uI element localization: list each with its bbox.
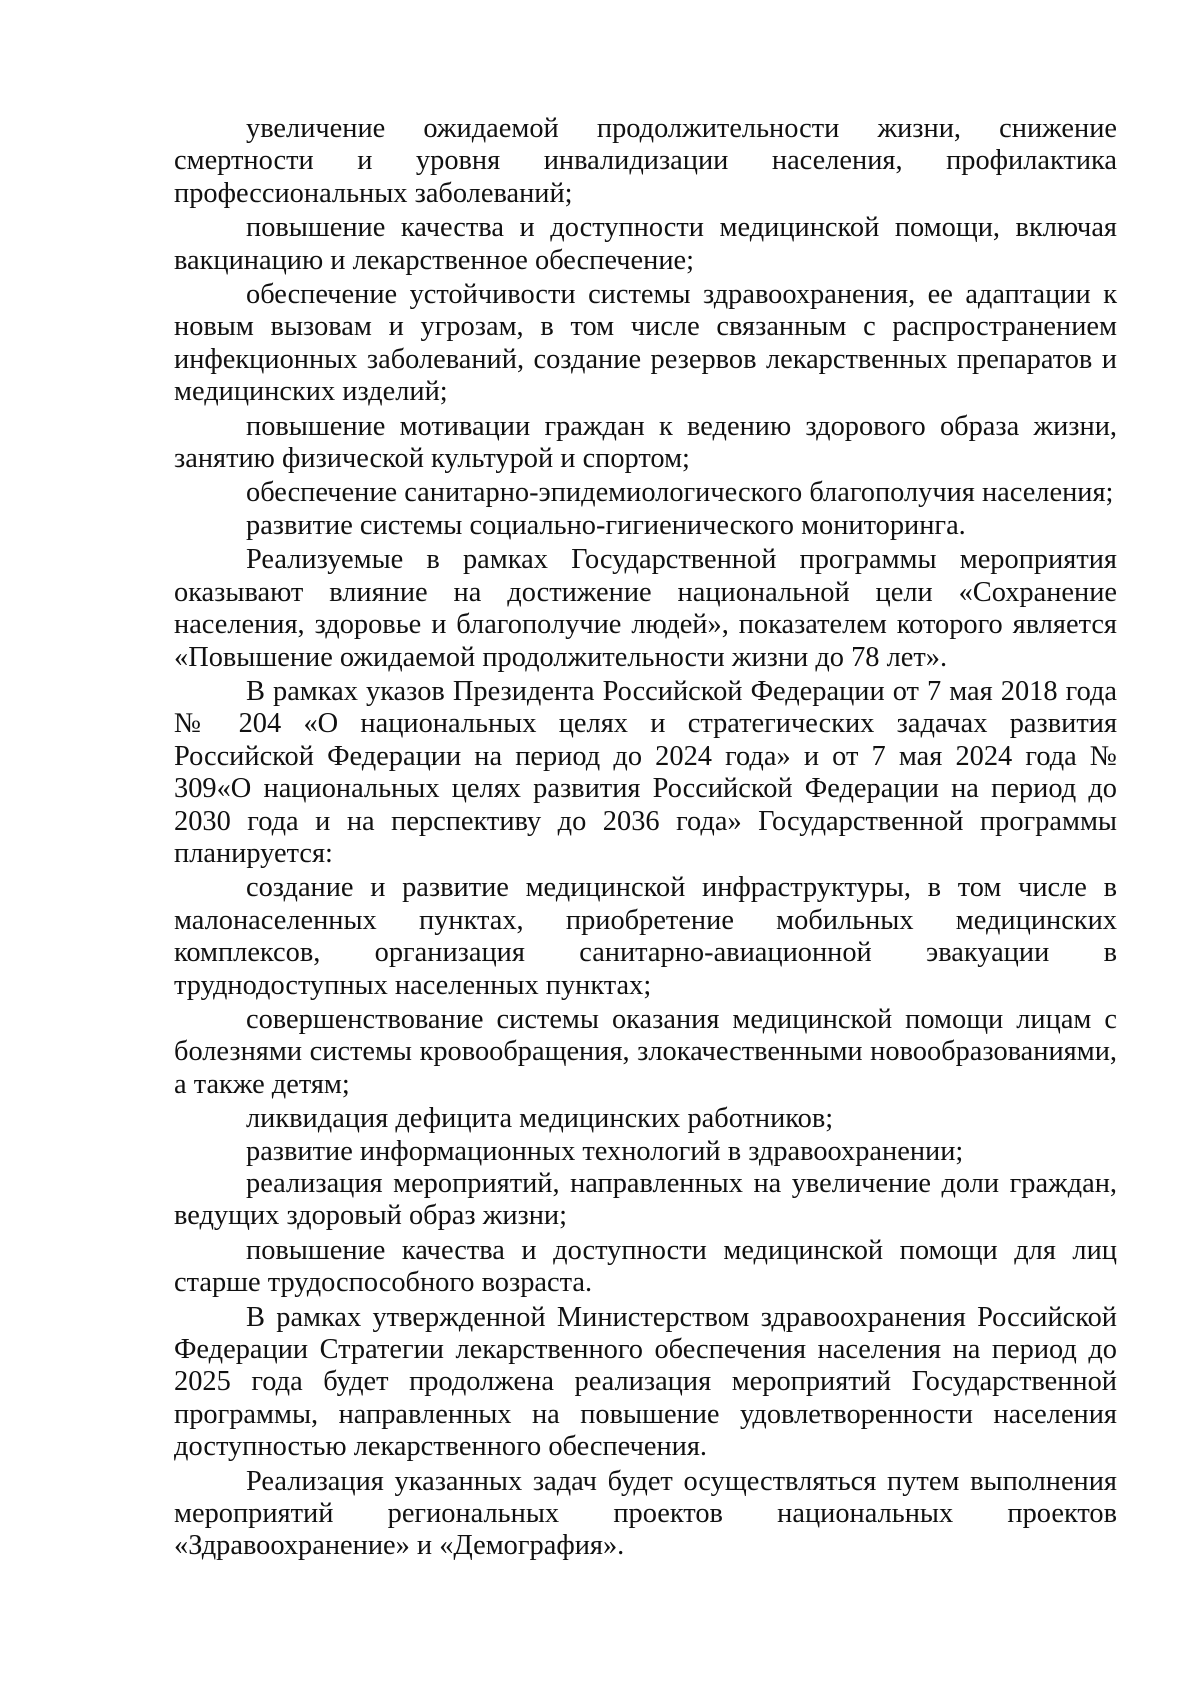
paragraph-drug-strategy: В рамках утвержденной Министерством здравоохранения Российской Федерации Стратегии лекарственного обеспечения населения на период до 2025 года будет продолжена реализация мероприятий Государственной программы, направленных на повышение удовлетворенности населения доступностью лекарственного обеспечения. [174, 1301, 1117, 1463]
paragraph-care-improvement: совершенствование системы оказания медицинской помощи лицам с болезнями системы кровообращения, злокачественными новообразованиями, а также детям; [174, 1003, 1117, 1100]
paragraph-life-expectancy: увеличение ожидаемой продолжительности жизни, снижение смертности и уровня инвалидизации населения, профилактика профессиональных заболеваний; [174, 113, 1117, 209]
paragraph-staff-deficit: ликвидация дефицита медицинских работников; [246, 1103, 834, 1135]
paragraph-healthy-lifestyle: повышение мотивации граждан к ведению здорового образа жизни, занятию физической культурой и спортом; [174, 410, 1117, 475]
paragraph-hygiene-monitoring: развитие системы социально-гигиенического мониторинга. [246, 509, 966, 541]
paragraph-quality-access: повышение качества и доступности медицинской помощи, включая вакцинацию и лекарственное обеспечение; [174, 212, 1117, 276]
paragraph-national-projects: Реализация указанных задач будет осуществляться путем выполнения мероприятий региональных проектов национальных проектов «Здравоохранение» и «Демография». [174, 1465, 1117, 1562]
document-page [174, 113, 1117, 1563]
paragraph-system-resilience: обеспечение устойчивости системы здравоохранения, ее адаптации к новым вызовам и угрозам, в том числе связанным с распространением инфекционных заболеваний, создание резервов лекарственных препаратов и медицинских изделий; [174, 279, 1117, 408]
paragraph-presidential-decrees: В рамках указов Президента Российской Федерации от 7 мая 2018 года № 204 «О национальных целях и стратегических задачах развития Российской Федерации на период до 2024 года» и от 7 мая 2024 года № 309«О национальных целях развития Российской Федерации на период до 2030 года и на перспективу до 2036 года» Государственной программы планируется: [174, 675, 1117, 869]
paragraph-it-development: развитие информационных технологий в здравоохранении; [246, 1135, 964, 1167]
paragraph-sanitary-wellbeing: обеспечение санитарно-эпидемиологического благополучия населения; [246, 477, 1114, 509]
paragraph-healthy-share: реализация мероприятий, направленных на увеличение доли граждан, ведущих здоровый образ жизни; [174, 1168, 1117, 1232]
paragraph-infrastructure: создание и развитие медицинской инфраструктуры, в том числе в малонаселенных пунктах, приобретение мобильных медицинских комплексов, организация санитарно-авиационной эвакуации в труднодоступных населенных пунктах; [174, 872, 1117, 1001]
paragraph-national-goal: Реализуемые в рамках Государственной программы мероприятия оказывают влияние на достижение национальной цели «Сохранение населения, здоровье и благополучие людей», показателем которого является «Повышение ожидаемой продолжительности жизни до 78 лет». [174, 544, 1117, 673]
paragraph-elderly-care: повышение качества и доступности медицинской помощи для лиц старше трудоспособного возраста. [174, 1234, 1117, 1299]
